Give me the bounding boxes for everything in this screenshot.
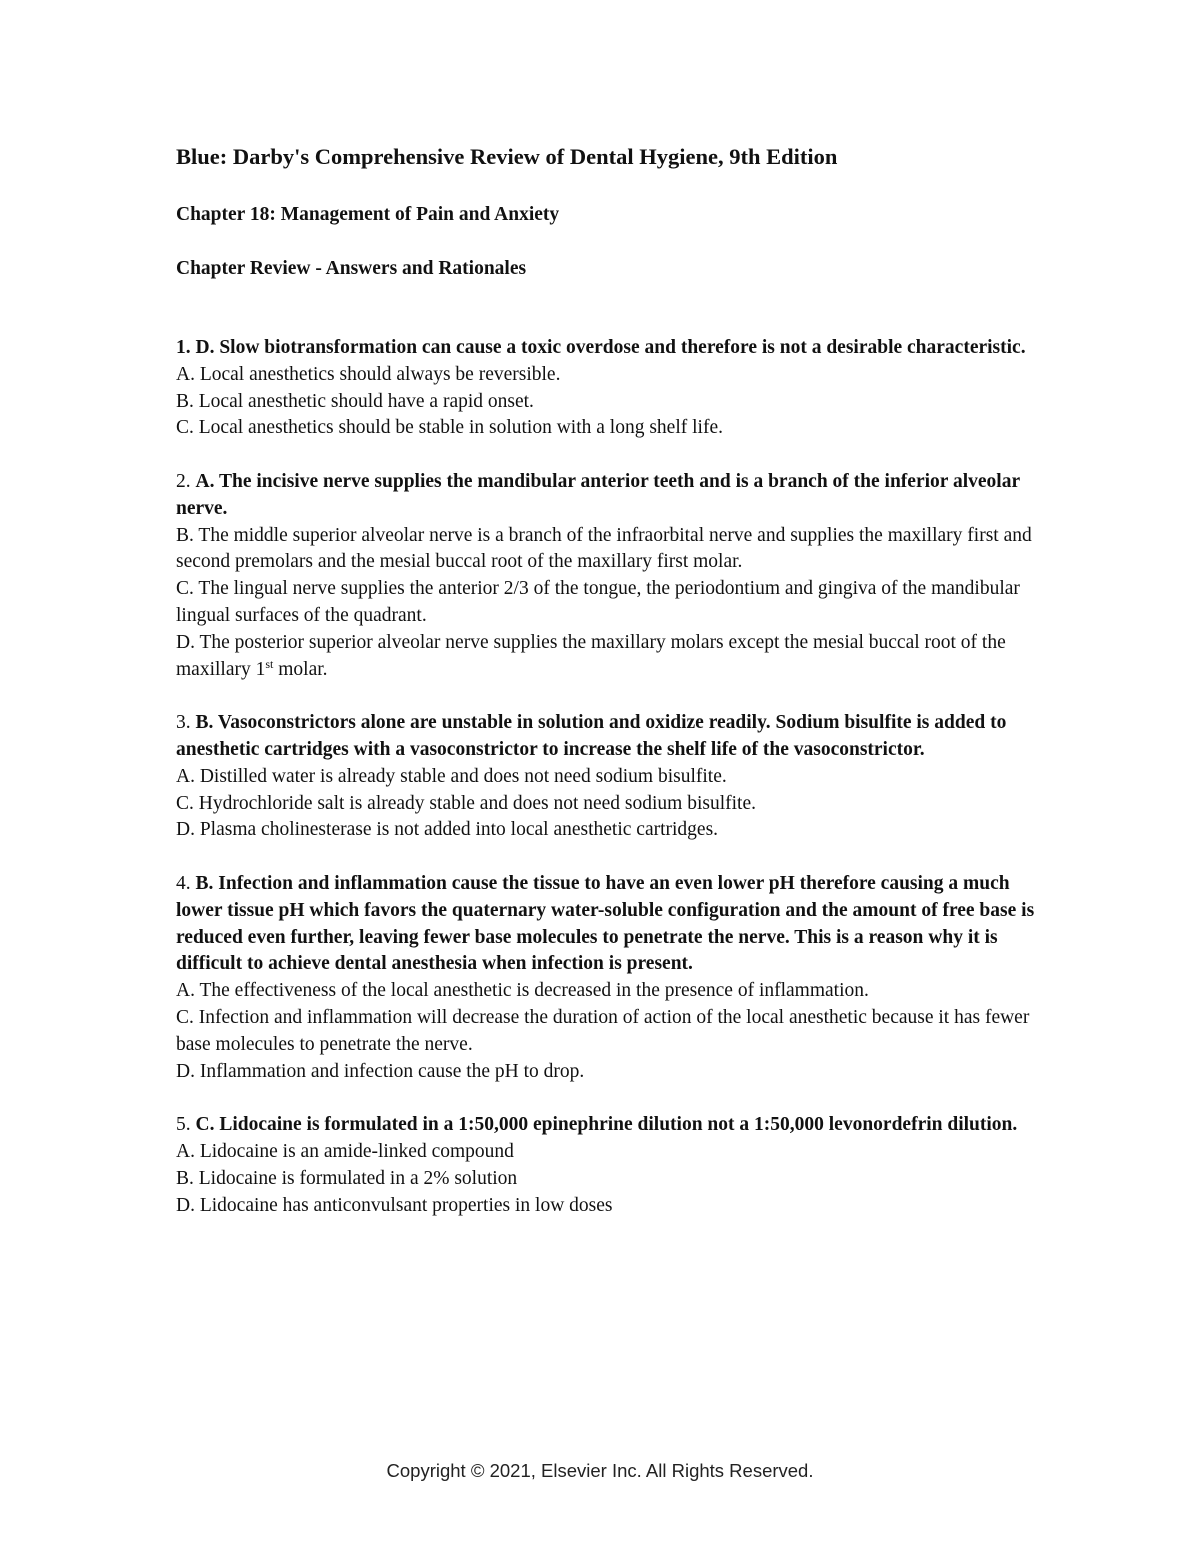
distractor-option: B. Local anesthetic should have a rapid onset. [176, 390, 534, 412]
distractor-option: D. Lidocaine has anticonvulsant properties in low doses [176, 1194, 613, 1216]
document-page [176, 140, 1036, 1219]
distractor-option: A. The effectiveness of the local anesthetic is decreased in the presence of inflammation. [176, 980, 869, 1002]
answer-rationale [176, 469, 1036, 523]
answer-rationale [176, 1112, 1036, 1139]
question-1 [176, 335, 1036, 442]
correct-answer: C. Lidocaine is formulated in a 1:50,000 epinephrine dilution not a 1:50,000 levonordefrin dilution. [195, 1114, 1018, 1136]
distractor-option: B. The middle superior alveolar nerve is a branch of the infraorbital nerve and supplies the maxillary first and second premolars and the mesial buccal root of the maxillary first molar. [176, 524, 1032, 573]
distractor-option: A. Local anesthetics should always be reversible. [176, 363, 561, 385]
section-title: Chapter Review - Answers and Rationales [176, 258, 527, 279]
question-number: 3. [176, 712, 191, 734]
book-title: Blue: Darby's Comprehensive Review of Dental Hygiene, 9th Edition [176, 144, 838, 169]
distractor-option: A. Lidocaine is an amide-linked compound [176, 1140, 514, 1162]
distractor-option: C. Hydrochloride salt is already stable and does not need sodium bisulfite. [176, 792, 757, 814]
question-number: 4. [176, 872, 191, 894]
question-5 [176, 1112, 1036, 1219]
answer-rationale [176, 710, 1036, 764]
distractor-option [176, 630, 1036, 684]
distractor-option: B. Lidocaine is formulated in a 2% solution [176, 1167, 518, 1189]
question-3 [176, 710, 1036, 844]
distractor-option: D. Plasma cholinesterase is not added into local anesthetic cartridges. [176, 819, 719, 841]
question-number: 2. [176, 470, 191, 492]
chapter-title: Chapter 18: Management of Pain and Anxiety [176, 204, 560, 225]
distractor-option: C. Local anesthetics should be stable in solution with a long shelf life. [176, 417, 723, 439]
correct-answer: B. Infection and inflammation cause the tissue to have an even lower pH therefore causing a much lower tissue pH which favors the quaternary water-soluble configuration and the amount of free base is reduced even further, leaving fewer base molecules to penetrate the nerve. This is a reason why it is difficult to achieve dental anesthesia when infection is present. [176, 872, 1035, 975]
question-4 [176, 871, 1036, 1085]
option-text-end: molar. [273, 658, 328, 680]
ordinal-suffix: st [265, 656, 274, 671]
correct-answer: D. Slow biotransformation can cause a toxic overdose and therefore is not a desirable characteristic. [195, 337, 1026, 358]
distractor-option: C. The lingual nerve supplies the anterior 2/3 of the tongue, the periodontium and gingiva of the mandibular lingual surfaces of the quadrant. [176, 578, 1020, 626]
distractor-option: A. Distilled water is already stable and does not need sodium bisulfite. [176, 765, 727, 787]
distractor-option: C. Infection and inflammation will decrease the duration of action of the local anesthetic because it has fewer base molecules to penetrate the nerve. [176, 1006, 1030, 1055]
answer-rationale [176, 871, 1036, 978]
correct-answer: B. Vasoconstrictors alone are unstable in solution and oxidize readily. Sodium bisulfite is added to anesthetic cartridges with a vasoconstrictor to increase the shelf life of the vasoconstrictor. [176, 712, 1007, 760]
distractor-option: D. Inflammation and infection cause the pH to drop. [176, 1060, 585, 1082]
correct-answer: A. The incisive nerve supplies the mandibular anterior teeth and is a branch of the inferior alveolar nerve. [176, 470, 1020, 519]
copyright-footer: Copyright © 2021, Elsevier Inc. All Rights Reserved. [386, 1460, 814, 1481]
question-2 [176, 469, 1036, 683]
option-text: D. The posterior superior alveolar nerve supplies the maxillary molars except the mesial buccal root of the maxillary 1 [176, 631, 1006, 680]
answer-rationale [176, 335, 1036, 362]
question-number: 1. [176, 337, 191, 358]
question-number: 5. [176, 1114, 191, 1136]
